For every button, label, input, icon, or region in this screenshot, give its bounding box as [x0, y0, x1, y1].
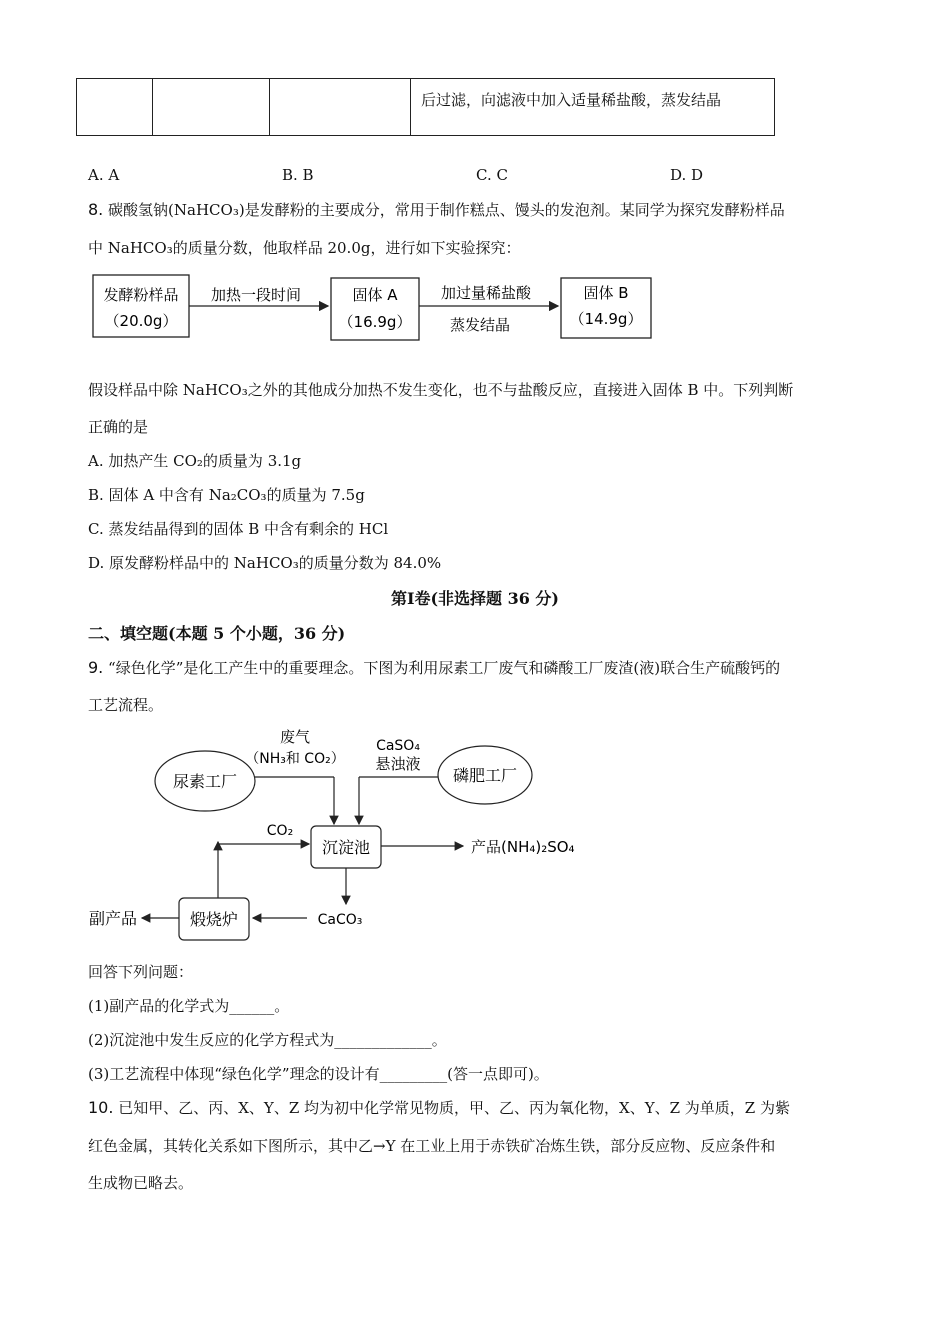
q9-stem-line1 [88, 657, 780, 678]
q7-option-d: D. D [670, 166, 704, 184]
table-cell [153, 79, 270, 136]
q10-stem-line3: 生成物已略去。 [88, 1174, 194, 1192]
q8-flow-diagram [88, 270, 668, 350]
q8-stem-line1 [88, 199, 785, 220]
q9-subquestion-2: (2)沉淀池中发生反应的化学方程式为_____________。 [88, 1031, 447, 1049]
question-number: 9. [88, 658, 104, 677]
q9-stem-text: “绿色化学”是化工产生中的重要理念。下图为利用尿素工厂废气和磷酸工厂废渣(液)联合生产硫酸钙的 [108, 659, 781, 677]
urea-factory-label: 尿素工厂 [172, 772, 238, 791]
flow-arrow-label-evaporate: 蒸发结晶 [449, 316, 511, 334]
table-cell: 后过滤，向滤液中加入适量稀盐酸，蒸发结晶 [411, 79, 775, 136]
q8-option-b: B. 固体 A 中含有 Na₂CO₃的质量为 7.5g [88, 486, 365, 504]
q9-subquestion-3: (3)工艺流程中体现“绿色化学”理念的设计有_________(答一点即可)。 [88, 1065, 549, 1083]
q9-answer-intro: 回答下列问题： [88, 963, 194, 981]
q8-option-c: C. 蒸发结晶得到的固体 B 中含有剩余的 HCl [88, 520, 389, 538]
q8-option-a: A. 加热产生 CO₂的质量为 3.1g [88, 452, 302, 470]
q7-option-c: C. C [476, 166, 508, 184]
table-row [77, 79, 775, 136]
q7-option-a: A. A [88, 166, 120, 184]
caso4-label: CaSO₄ [376, 738, 420, 754]
flow-box-sample-mass: （20.0g） [104, 312, 178, 330]
flow-box-solid-b-mass: （14.9g） [569, 310, 643, 328]
flow-box-solid-a-mass: （16.9g） [338, 313, 412, 331]
q10-stem-line1 [88, 1097, 790, 1118]
part2-title: 二、填空题(本题 5 个小题，36 分) [88, 624, 346, 643]
flow-box-solid-b-label: 固体 B [583, 284, 629, 302]
byproduct-label: 副产品 [89, 909, 138, 928]
q8-assumption-line1: 假设样品中除 NaHCO₃之外的其他成分加热不发生变化，也不与盐酸反应，直接进入固体 B 中。下列判断 [88, 381, 794, 399]
table-cell [77, 79, 153, 136]
flow-arrow-label-heat: 加热一段时间 [210, 286, 302, 304]
q9-stem-line2: 工艺流程。 [88, 696, 164, 714]
furnace-label: 煅烧炉 [189, 910, 239, 929]
settling-tank-label: 沉淀池 [321, 838, 371, 857]
waste-gas-label: 废气 [279, 728, 311, 746]
q8-option-d: D. 原发酵粉样品中的 NaHCO₃的质量分数为 84.0% [88, 554, 442, 572]
section-title: 第Ⅰ卷(非选择题 36 分) [390, 589, 560, 608]
q9-subquestion-1: (1)副产品的化学式为______。 [88, 997, 290, 1015]
q8-assumption-line2: 正确的是 [88, 418, 149, 436]
q7-option-b: B. B [282, 166, 314, 184]
q10-stem-text: 已知甲、乙、丙、X、Y、Z 均为初中化学常见物质，甲、乙、丙为氧化物，X、Y、Z 为单质，Z 为紫 [118, 1099, 790, 1117]
waste-gas-composition: （NH₃和 CO₂） [245, 751, 345, 767]
q10-stem-line2: 红色金属，其转化关系如下图所示，其中乙→Y 在工业上用于赤铁矿冶炼生铁，部分反应物、反应条件和 [88, 1137, 776, 1155]
table-fragment [76, 78, 775, 136]
flow-arrow-label-acid: 加过量稀盐酸 [440, 284, 532, 302]
caco3-label: CaCO₃ [317, 912, 363, 928]
table-cell [270, 79, 411, 136]
suspension-label: 悬浊液 [375, 755, 421, 773]
q9-process-diagram [85, 722, 605, 947]
flow-box-solid-a-label: 固体 A [352, 286, 398, 304]
phosphate-factory-label: 磷肥工厂 [452, 766, 518, 785]
q8-stem-text: 碳酸氢钠(NaHCO₃)是发酵粉的主要成分，常用于制作糕点、馒头的发泡剂。某同学为探究发酵粉样品 [108, 201, 785, 219]
question-number: 8. [88, 200, 104, 219]
co2-label: CO₂ [266, 823, 294, 839]
question-number: 10. [88, 1098, 114, 1117]
product-label: 产品(NH₄)₂SO₄ [471, 838, 575, 856]
q8-stem-line2: 中 NaHCO₃的质量分数，他取样品 20.0g，进行如下实验探究： [88, 239, 521, 257]
flow-box-sample-label: 发酵粉样品 [103, 286, 179, 304]
